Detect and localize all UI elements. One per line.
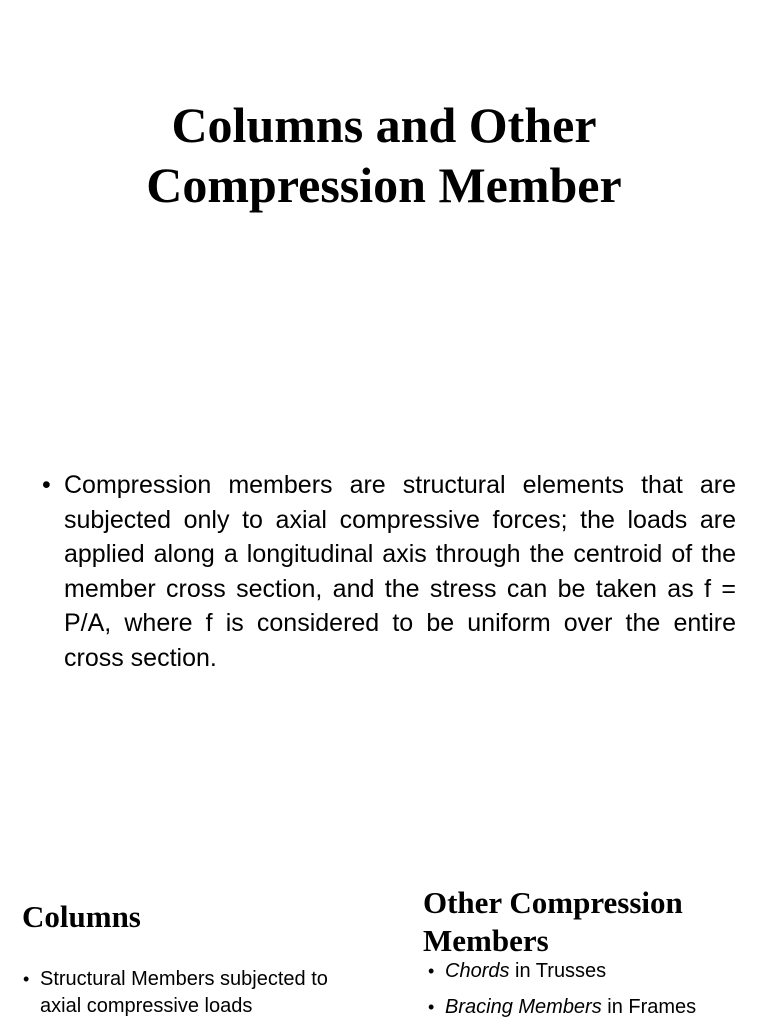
list-item-emphasis: Bracing Members [445, 996, 602, 1018]
list-item-chords [428, 958, 758, 985]
slide-title-line-1: Columns and Other [171, 97, 597, 153]
list-item-text: in Trusses [509, 960, 607, 982]
columns-heading: Columns [22, 899, 141, 934]
list-item-bracing-members [428, 994, 758, 1021]
list-item-emphasis: Chords [445, 960, 510, 982]
slide-title-line-2: Compression Member [146, 157, 622, 213]
title-slide [0, 0, 768, 270]
columns-list [23, 966, 363, 1020]
definition-slide [0, 430, 768, 690]
definition-list [42, 468, 736, 675]
other-compression-members-heading: Other Compression Members [423, 885, 683, 958]
slide-title [0, 95, 768, 215]
two-column-slide [0, 870, 768, 1024]
list-item-text: in Frames [601, 996, 697, 1018]
definition-bullet: • Compression members are structural elements that are subjected only to axial compressive forces; the loads are applied along a longitudinal axis through the centroid of the member cross section, and the stress can be taken as f = P/A, where f is considered to be uniform over the entire cross section. [42, 468, 736, 675]
other-compression-members-list [428, 958, 758, 1030]
columns-list-item: • Structural Members subjected to axial compressive loads [23, 966, 363, 1020]
